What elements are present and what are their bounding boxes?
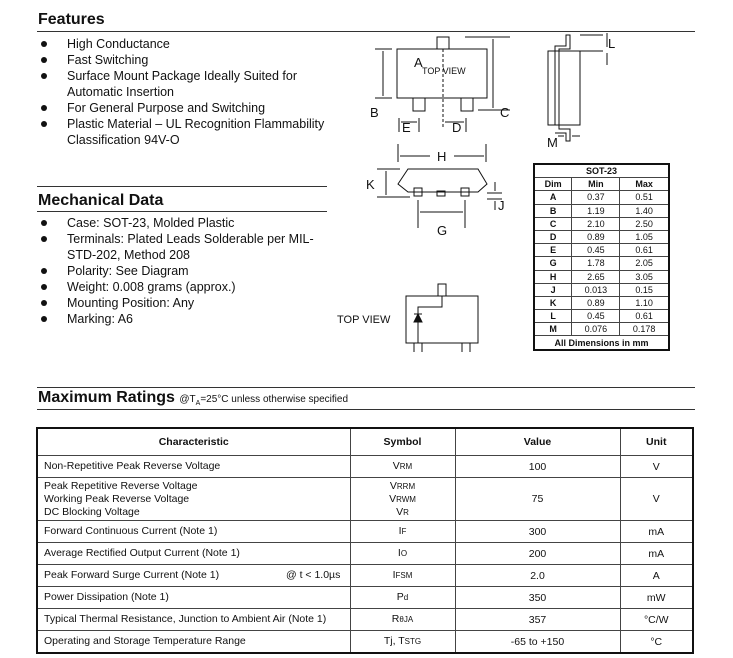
characteristic-text: DC Blocking Voltage [44,505,140,518]
table-cell: 0.89 [572,296,620,309]
table-cell: 1.78 [572,257,620,270]
table-cell: 1.10 [620,296,669,309]
table-row [37,521,693,543]
value-cell: 300 [455,521,620,543]
features-list [38,36,338,148]
value-cell: 100 [455,456,620,478]
column-header: Value [455,428,620,456]
list-item: Mounting Position: Any [38,295,338,311]
table-row [534,230,669,243]
divider [37,409,695,410]
table-cell: A [534,191,572,204]
characteristic-cell [37,609,350,631]
table-cell: 0.076 [572,323,620,336]
dimensions-table-title: SOT-23 [534,164,669,178]
table-row [37,587,693,609]
symbol: IF [398,525,407,537]
symbol-cell [350,543,455,565]
symbol: RθJA [391,613,414,625]
value-cell: 2.0 [455,565,620,587]
features-heading: Features [38,11,105,28]
characteristic-text: Typical Thermal Resistance, Junction to Ambient Air (Note 1) [44,613,327,625]
characteristic-text: Forward Continuous Current (Note 1) [44,525,218,537]
symbol: IFSM [392,569,413,581]
top-view-label: TOP VIEW [422,66,466,76]
table-row [534,310,669,323]
table-row [534,204,669,217]
list-item: Case: SOT-23, Molded Plastic [38,215,338,231]
table-row [534,257,669,270]
table-cell: H [534,270,572,283]
list-item: High Conductance [38,36,338,52]
unit-cell: mW [620,587,693,609]
dim-label-d: D [452,120,462,135]
unit-cell: °C/W [620,609,693,631]
characteristic-cell [37,565,350,587]
dimensions-footer: All Dimensions in mm [534,336,669,350]
characteristic-cell [37,587,350,609]
dim-label-j: J [498,198,505,213]
characteristic-text: Non-Repetitive Peak Reverse Voltage [44,460,221,472]
table-row [37,609,693,631]
value-cell: 357 [455,609,620,631]
table-row [534,283,669,296]
table-cell: L [534,310,572,323]
table-row [37,565,693,587]
divider [37,387,695,388]
list-item: Marking: A6 [38,311,338,327]
column-header: Symbol [350,428,455,456]
list-item: Polarity: See Diagram [38,263,338,279]
unit-cell: A [620,565,693,587]
column-header: Dim [534,178,572,191]
dim-label-m: M [547,135,558,150]
symbol-cell [350,478,455,521]
dimensions-table [533,163,670,351]
symbol: VRWM [389,492,416,505]
value-cell: -65 to +150 [455,631,620,654]
table-cell: 2.05 [620,257,669,270]
table-cell: 2.10 [572,217,620,230]
package-end-view [540,32,630,152]
table-cell: 0.51 [620,191,669,204]
mechanical-list [38,215,338,327]
column-header: Unit [620,428,693,456]
characteristic-text: Peak Repetitive Reverse Voltage [44,479,198,492]
table-cell: 2.65 [572,270,620,283]
unit-cell: mA [620,543,693,565]
ratings-title: Maximum Ratings [38,389,175,406]
table-cell: 0.37 [572,191,620,204]
list-item: Surface Mount Package Ideally Suited for Automatic Insertion [38,68,338,100]
unit-cell: V [620,478,693,521]
column-header: Min [572,178,620,191]
value-cell: 200 [455,543,620,565]
table-row [37,631,693,654]
characteristic-text: Operating and Storage Temperature Range [44,635,246,647]
column-header: Max [620,178,669,191]
characteristic-cell [37,521,350,543]
table-row [534,244,669,257]
table-cell: 1.19 [572,204,620,217]
table-cell: J [534,283,572,296]
table-cell: 1.05 [620,230,669,243]
list-item: Weight: 0.008 grams (approx.) [38,279,338,295]
table-row [37,456,693,478]
table-row [37,543,693,565]
package-side-view [398,169,487,192]
unit-cell: mA [620,521,693,543]
table-cell: E [534,244,572,257]
value-cell: 350 [455,587,620,609]
symbol: VR [396,505,409,518]
characteristic-cell [37,543,350,565]
symbol-cell [350,565,455,587]
list-item: Fast Switching [38,52,338,68]
table-cell: B [534,204,572,217]
table-row [534,217,669,230]
dim-label-c: C [500,105,510,120]
table-cell: 0.013 [572,283,620,296]
divider [37,211,327,212]
list-item: Terminals: Plated Leads Solderable per MIL-STD-202, Method 208 [38,231,338,263]
symbol-cell [350,631,455,654]
table-row [534,296,669,309]
table-row [534,270,669,283]
table-row [534,191,669,204]
symbol-cell [350,521,455,543]
table-cell: M [534,323,572,336]
unit-cell: °C [620,631,693,654]
table-cell: 0.61 [620,310,669,323]
value-cell: 75 [455,478,620,521]
column-header: Characteristic [37,428,350,456]
symbol-cell [350,456,455,478]
table-cell: 0.45 [572,310,620,323]
symbol: Pd [396,591,409,603]
characteristic-text: Peak Forward Surge Current (Note 1) [44,569,220,581]
dim-label-g: G [437,223,448,238]
table-cell: 1.40 [620,204,669,217]
table-cell: D [534,230,572,243]
characteristic-cell [37,478,350,521]
characteristic-text: Average Rectified Output Current (Note 1) [44,547,240,559]
dim-label-e: E [402,120,411,135]
symbol-cell [350,609,455,631]
characteristic-text: Working Peak Reverse Voltage [44,492,190,505]
dim-label-a: A [414,55,423,70]
dim-label-l: L [608,36,616,51]
table-cell: 0.15 [620,283,669,296]
ratings-condition: $@T_A=25^\circ C$ unless otherwise specified [179,394,349,407]
characteristic-text: Power Dissipation (Note 1) [44,591,169,603]
table-row [534,323,669,336]
symbol: Tj, TSTG [383,635,422,647]
mechanical-heading: Mechanical Data [38,192,164,209]
symbol: VRM [392,460,413,472]
divider [37,186,327,187]
maximum-ratings-table [36,427,694,654]
symbol: VRRM [389,479,416,492]
table-cell: C [534,217,572,230]
table-cell: G [534,257,572,270]
condition-text: @ t < 1.0µs [286,569,341,581]
list-item: Plastic Material – UL Recognition Flammability Classification 94V-O [38,116,338,148]
table-cell: 3.05 [620,270,669,283]
table-row [37,478,693,521]
characteristic-cell [37,456,350,478]
list-item: For General Purpose and Switching [38,100,338,116]
unit-cell: V [620,456,693,478]
package-drawing [330,32,530,352]
symbol: IO [397,547,408,559]
pinout-top-view-label: TOP VIEW [337,314,391,326]
table-cell: K [534,296,572,309]
table-cell: 0.61 [620,244,669,257]
dim-label-k: K [366,177,375,192]
table-cell: 2.50 [620,217,669,230]
symbol-cell [350,587,455,609]
dim-label-h: H [437,149,447,164]
table-cell: 0.89 [572,230,620,243]
dim-label-b: B [370,105,379,120]
ratings-heading [38,389,348,407]
characteristic-cell [37,631,350,654]
table-cell: 0.45 [572,244,620,257]
table-cell: 0.178 [620,323,669,336]
